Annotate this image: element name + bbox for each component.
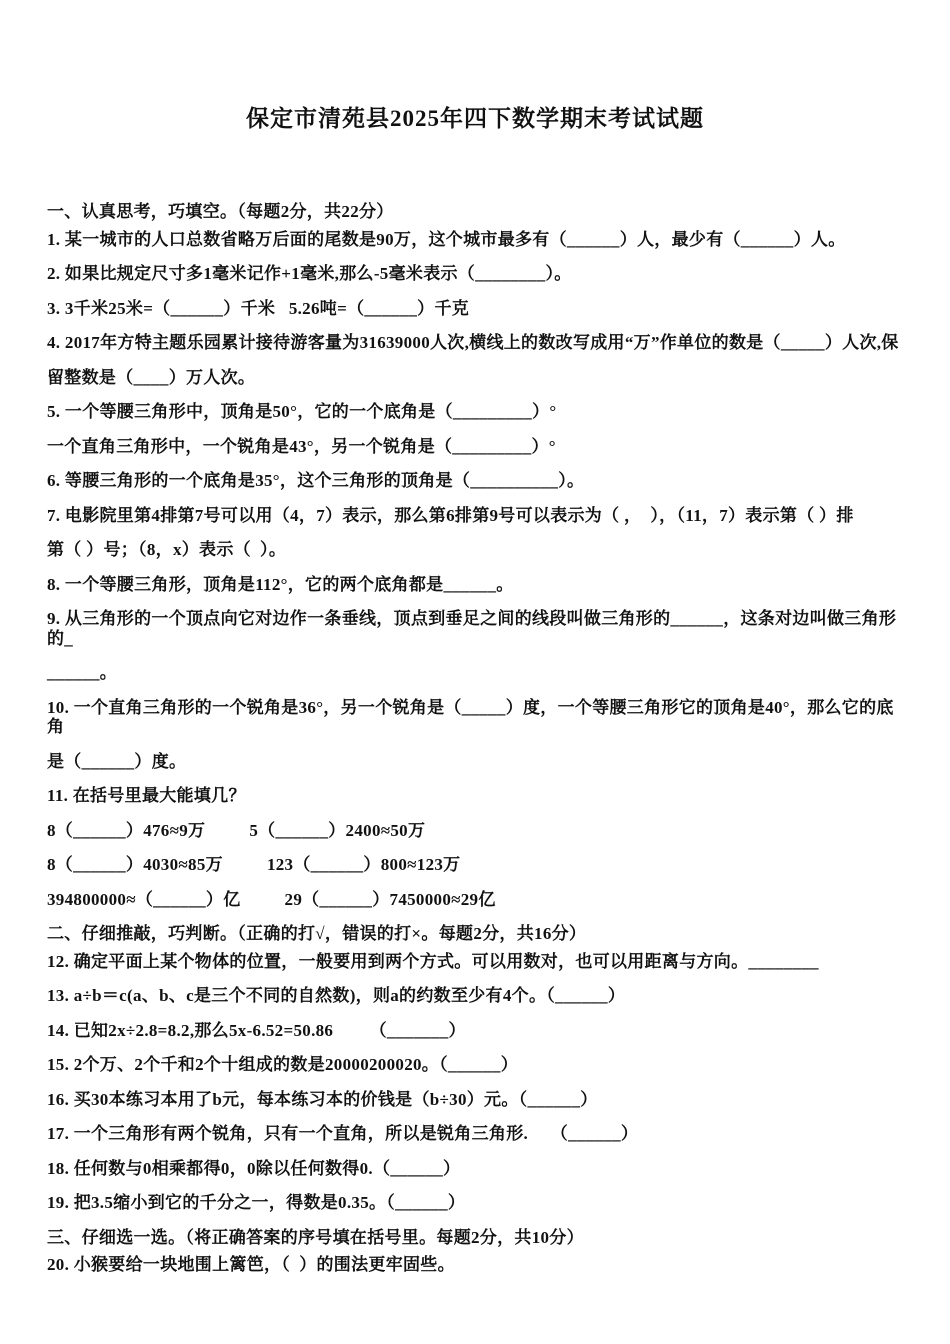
question-2: 2. 如果比规定尺寸多1毫米记作+1毫米,那么-5毫米表示（________）。: [47, 264, 572, 283]
section-3-heading: 三、仔细选一选。（将正确答案的序号填在括号里。每题2分，共10分）: [47, 1227, 584, 1247]
fill-blank-item: 8（______）476≈9万: [47, 820, 206, 840]
page-title: 保定市清苑县2025年四下数学期末考试试题: [246, 106, 704, 131]
question-15: 15. 2个万、2个千和2个十组成的数是20000200020。（______）: [47, 1055, 518, 1074]
question-11-row-1: [47, 821, 910, 841]
question-10-line-1: 10. 一个直角三角形的一个锐角是36°，另一个锐角是（_____）度，一个等腰三角形它的顶角是40°，那么它的底角: [47, 697, 894, 736]
question-19: 19. 把3.5缩小到它的千分之一，得数是0.35。（______）: [47, 1193, 466, 1212]
question-4-line-1: 4. 2017年方特主题乐园累计接待游客量为31639000人次,横线上的数改写成用“万”作单位的数是（_____）人次,保: [47, 333, 899, 352]
question-9-line-2: ______。: [47, 663, 118, 682]
question-11-row-2: [47, 855, 910, 875]
fill-blank-item: 29（______）7450000≈29亿: [284, 889, 496, 909]
question-11: 11. 在括号里最大能填几？: [47, 786, 246, 805]
question-11-row-3: [47, 890, 910, 910]
question-12: 12. 确定平面上某个物体的位置，一般要用到两个方式。可以用数对，也可以用距离与方向。________: [47, 951, 819, 971]
question-14: 14. 已知2x÷2.8=8.2,那么5x-6.52=50.86 （_______）: [47, 1020, 466, 1040]
question-13: 13. a÷b＝c(a、b、c是三个不同的自然数)，则a的约数至少有4个。（______）: [47, 986, 626, 1005]
question-7-line-1: 7. 电影院里第4排第7号可以用（4，7）表示，那么第6排第9号可以表示为（ ， ），（11，7）表示第（ ）排: [47, 505, 854, 525]
question-9-line-1: 9. 从三角形的一个顶点向它对边作一条垂线，顶点到垂足之间的线段叫做三角形的______，这条对边叫做三角形的_: [47, 609, 897, 648]
question-17: 17. 一个三角形有两个锐角，只有一个直角，所以是锐角三角形. （______）: [47, 1124, 639, 1143]
question-5-continuation: 一个直角三角形中，一个锐角是43°，另一个锐角是（_________）°: [47, 436, 556, 456]
question-8: 8. 一个等腰三角形，顶角是112°，它的两个底角都是______。: [47, 574, 514, 594]
question-5: 5. 一个等腰三角形中，顶角是50°，它的一个底角是（_________）°: [47, 402, 557, 421]
question-6: 6. 等腰三角形的一个底角是35°，这个三角形的顶角是（__________）。: [47, 471, 585, 490]
question-10-line-2: 是（______）度。: [47, 751, 187, 771]
section-2-heading: 二、仔细推敲，巧判断。（正确的打√，错误的打×。每题2分，共16分）: [47, 924, 587, 943]
fill-blank-item: 5（______）2400≈50万: [249, 820, 426, 840]
question-3: 3. 3千米25米=（______）千米 5.26吨=（______）千克: [47, 298, 470, 318]
fill-blank-item: 394800000≈（______）亿: [47, 889, 241, 909]
question-7-line-2: 第（ ）号；（8，x）表示（ ）。: [47, 540, 287, 559]
question-16: 16. 买30本练习本用了b元，每本练习本的价钱是（b÷30）元。（______）: [47, 1089, 598, 1109]
question-4-line-2: 留整数是（____）万人次。: [47, 367, 256, 387]
question-1: 1. 某一城市的人口总数省略万后面的尾数是90万，这个城市最多有（______）人，最少有（______）人。: [47, 229, 846, 249]
section-1-heading: 一、认真思考，巧填空。（每题2分，共22分）: [47, 202, 394, 221]
fill-blank-item: 8（______）4030≈85万: [47, 855, 223, 874]
exam-body: [0, 134, 950, 1275]
question-18: 18. 任何数与0相乘都得0，0除以任何数得0.（______）: [47, 1158, 461, 1178]
fill-blank-item: 123（______）800≈123万: [266, 855, 461, 874]
question-20: 20. 小猴要给一块地围上篱笆，（ ）的围法更牢固些。: [47, 1255, 455, 1274]
